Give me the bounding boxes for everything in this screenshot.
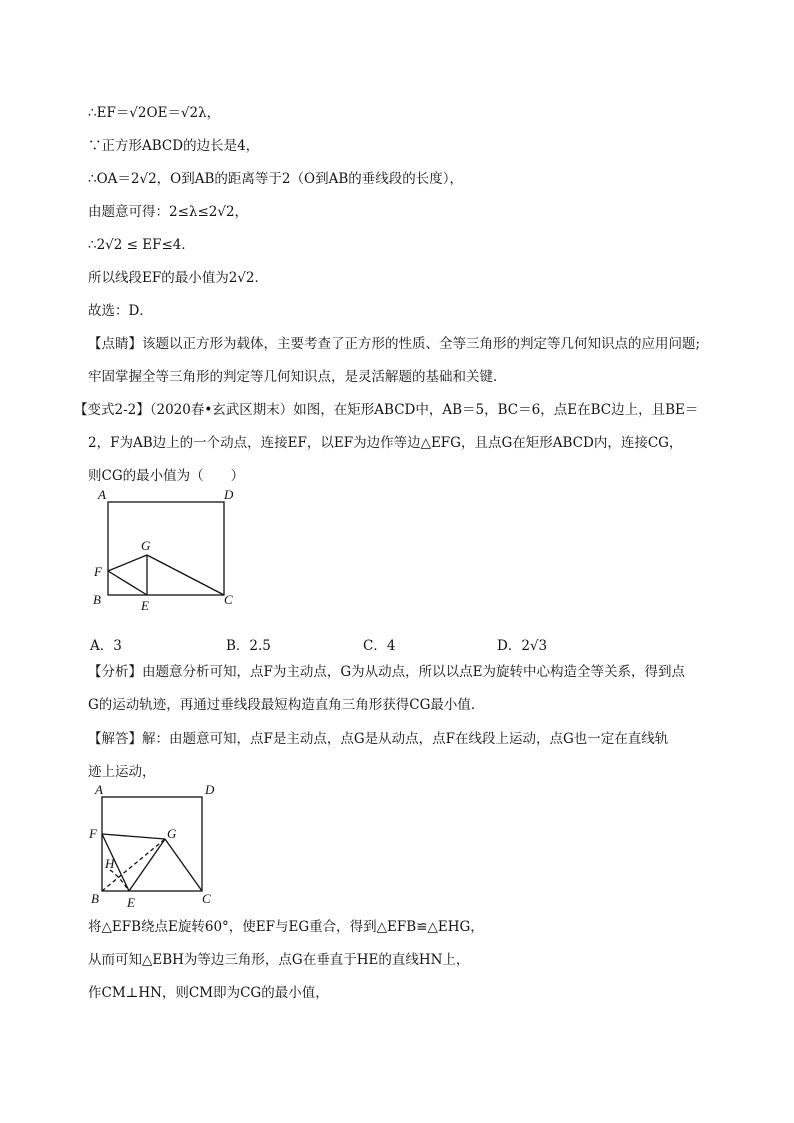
solution-figure <box>85 780 225 910</box>
solution-line-1: 【解答】解：由题意可知，点F是主动点，点G是从动点，点F在线段上运动，点G也一定在直线轨 <box>88 731 669 747</box>
line-1: ∴EF＝√2OE＝√2λ， <box>88 105 221 121</box>
segment-fg <box>108 555 147 571</box>
after-line-3: 作CM⊥HN，则CM即为CG的最小值， <box>88 985 329 1001</box>
line-6: 所以线段EF的最小值为2√2． <box>88 270 269 286</box>
segment-gc <box>165 839 202 891</box>
label-c: C <box>202 891 211 906</box>
line-7: 故选：D． <box>88 303 153 319</box>
problem-line-3: 则CG的最小值为（ ） <box>88 468 245 484</box>
label-a: A <box>98 487 106 502</box>
after-line-1: 将△EFB绕点E旋转60°，使EF与EG重合，得到△EFB≌△EHG， <box>88 919 484 935</box>
analysis-line-1: 【分析】由题意分析可知，点F为主动点，G为从动点，所以以点E为旋转中心构造全等关系，得到点 <box>88 664 686 680</box>
label-g: G <box>141 538 151 553</box>
segment-fe <box>108 571 147 595</box>
label-f: F <box>94 564 102 579</box>
label-e: E <box>141 598 149 613</box>
label-c: C <box>224 592 233 607</box>
label-b: B <box>93 592 101 607</box>
option-a: A．3 <box>90 638 122 654</box>
line-5: ∴2√2 ≤ EF≤4． <box>88 237 195 253</box>
label-a: A <box>95 782 103 797</box>
line-3: ∴OA＝2√2，O到AB的距离等于2（O到AB的垂线段的长度）， <box>88 171 464 187</box>
segment-fg <box>102 834 165 839</box>
after-line-2: 从而可知△EBH为等边三角形，点G在垂直于HE的直线HN上， <box>88 952 470 968</box>
label-g: G <box>167 826 177 841</box>
segment-eg <box>129 839 165 891</box>
problem-line-1: 【变式2-2】（2020春•玄武区期末）如图，在矩形ABCD中，AB＝5，BC＝6，点E在BC边上，且BE＝ <box>74 402 699 418</box>
label-d: D <box>205 782 215 797</box>
label-f: F <box>89 826 97 841</box>
comment-line-2: 牢固掌握全等三角形的判定等几何知识点，是灵活解题的基础和关键． <box>88 369 507 385</box>
line-2: ∵正方形ABCD的边长是4， <box>88 138 260 154</box>
problem-figure-svg <box>90 485 250 615</box>
label-e: E <box>127 895 135 910</box>
option-c: C．4 <box>363 638 396 654</box>
rectangle-abcd <box>102 797 202 891</box>
segment-gc <box>147 555 224 595</box>
problem-figure <box>90 485 250 615</box>
problem-line-2: 2，F为AB边上的一个动点，连接EF，以EF为边作等边△EFG，且点G在矩形ABCD内，连接CG， <box>88 435 683 451</box>
line-4: 由题意可得：2≤λ≤2√2， <box>88 204 249 220</box>
label-h: H <box>105 856 115 871</box>
option-b: B．2.5 <box>226 638 271 654</box>
label-d: D <box>224 487 234 502</box>
option-d: D．2√3 <box>497 638 548 654</box>
dashed-arc-eh <box>110 870 129 891</box>
solution-line-2: 迹上运动， <box>88 764 156 780</box>
solution-figure-svg <box>85 780 225 910</box>
analysis-line-2: G的运动轨迹，再通过垂线段最短构造直角三角形获得CG最小值． <box>88 697 485 713</box>
label-b: B <box>91 891 99 906</box>
comment-line-1: 【点睛】该题以正方形为载体，主要考查了正方形的性质、全等三角形的判定等几何知识点的应用问题; <box>88 336 701 352</box>
